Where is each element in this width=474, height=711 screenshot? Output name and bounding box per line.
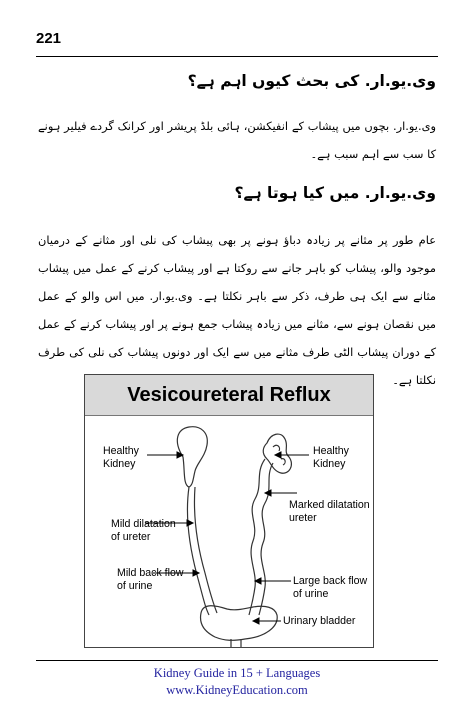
left-ureter	[187, 487, 209, 615]
heading-what-happens: وی.یو.ار. میں کیا ہوتا ہے؟	[234, 184, 436, 202]
footer-website-link[interactable]: www.KidneyEducation.com	[166, 683, 308, 697]
paragraph-vur-explanation: عام طور پر مثانے پر زیادہ دباؤ ہونے پر بھی پیشاب کی نلی اور مثانے کے درمیان موجود والو، پیشاب کو باہر جانے سے روکتا ہے اور پیشاب کرنے کے عمل میں پیشاب مثانے سے ایک ہی طرف، ذکر سے باہر نکلتا ہے۔ وی.یو.ار. میں اس والو کے عمل میں نقصان ہونے سے، مثانے میں زیادہ پیشاب جمع ہونے پر اور پیشاب کرنے کے عمل کے دوران پیشاب الٹی طرف مثانے میں سے ایک اور دونوں پیشاب کی نلی کی طرف نکلتا ہے۔	[38, 233, 436, 387]
label-marked-dilatation: Marked dilatation ureter	[289, 499, 370, 524]
urinary-bladder-shape	[201, 606, 278, 641]
vur-figure	[84, 374, 374, 648]
bottom-rule	[36, 660, 438, 661]
label-urinary-bladder: Urinary bladder	[283, 615, 356, 627]
footer-title: Kidney Guide in 15 + Languages	[153, 666, 321, 680]
heading-why-important: وی.یو.ار. کی بحث کیوں اہم ہے؟	[187, 72, 436, 90]
figure-title: Vesicoureteral Reflux	[85, 375, 373, 416]
page-number: 221	[36, 30, 62, 47]
label-mild-dilatation: Mild dilatation of ureter	[111, 518, 176, 543]
label-healthy-kidney-left: Healthy Kidney	[103, 445, 139, 470]
label-healthy-kidney-right: Healthy Kidney	[313, 445, 349, 470]
label-large-back-flow: Large back flow of urine	[293, 575, 368, 600]
left-kidney	[177, 427, 207, 487]
top-rule	[36, 56, 438, 57]
label-mild-back-flow: Mild back flow of urine	[117, 567, 184, 592]
right-ureter	[249, 459, 265, 615]
paragraph-vur-importance: وی.یو.ار. بچوں میں پیشاب کے انفیکشن، ہائی بلڈ پریشر اور کرانک گردے فیلیر ہونے کا سب سے اہم سبب ہے۔	[38, 119, 436, 161]
